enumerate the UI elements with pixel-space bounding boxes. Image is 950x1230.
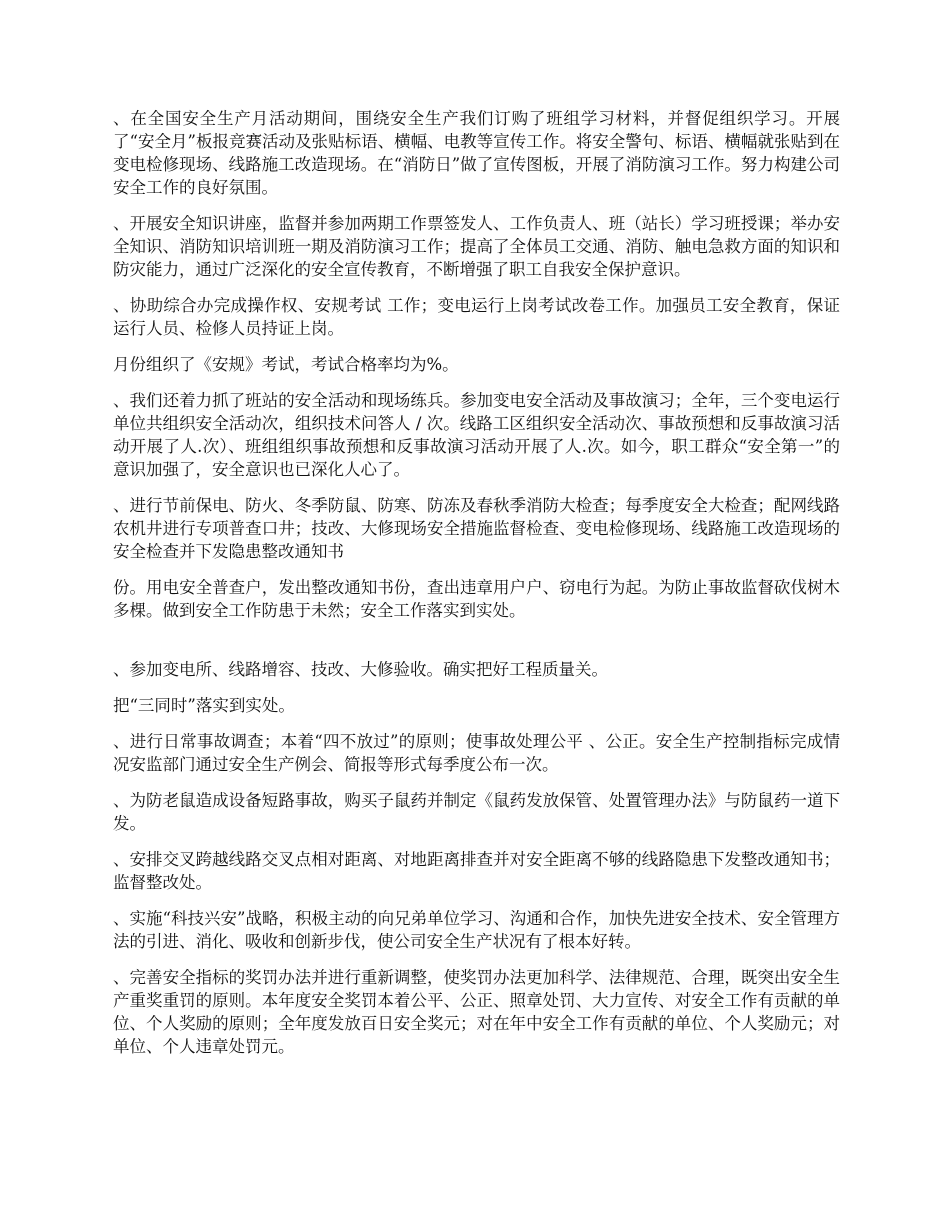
paragraph-crossing-lines: 、安排交叉跨越线路交叉点相对距离、对地距离排查并对安全距离不够的线路隐患下发整改通知书；监督整改处。 (113, 850, 840, 892)
paragraph-exam-assist: 、协助综合办完成操作权、安规考试 工作；变电运行上岗考试改卷工作。加强员工安全教育，保证运行人员、检修人员持证上岗。 (113, 296, 840, 338)
paragraph-accident-investigation: 、进行日常事故调查；本着“四不放过”的原则；使事故处理公平 、公正。安全生产控制指标完成情况安监部门通过安全生产例会、简报等形式每季度公布一次。 (113, 732, 840, 774)
paragraph-acceptance: 、参加变电所、线路增容、技改、大修验收。确实把好工程质量关。 (113, 660, 608, 679)
paragraph-technology-strategy: 、实施“科技兴安”战略，积极主动的向兄弟单位学习、沟通和合作，加快先进安全技术、安全管理方法的引进、消化、吸收和创新步伐，使公司安全生产状况有了根本好转。 (113, 909, 840, 951)
document-body (113, 107, 840, 1071)
paragraph-three-simultaneous: 把“三同时”落实到实处。 (113, 696, 295, 715)
paragraph-inspections: 、进行节前保电、防火、冬季防鼠、防寒、防冻及春秋季消防大检查；每季度安全大检查；配网线路农机井进行专项普查口井；技改、大修现场安全措施监督检查、变电检修现场、线路施工改造现场的安全检查并下发隐患整改通知书 (113, 496, 840, 561)
paragraph-safety-month: 、在全国安全生产月活动期间，围绕安全生产我们订购了班组学习材料，并督促组织学习。开展了“安全月”板报竞赛活动及张贴标语、横幅、电教等宣传工作。将安全警句、标语、横幅就张贴到在变电检修现场、线路施工改造现场。在“消防日”做了宣传图板，开展了消防演习工作。努力构建公司安全工作的良好氛围。 (113, 109, 840, 197)
paragraph-safety-lectures: 、开展安全知识讲座，监督并参加两期工作票签发人、工作负责人、班（站长）学习班授课；举办安全知识、消防知识培训班一期及消防演习工作；提高了全体员工交通、消防、触电急救方面的知识和防灾能力，通过广泛深化的安全宣传教育，不断增强了职工自我安全保护意识。 (113, 214, 840, 279)
paragraph-electricity-survey: 份。用电安全普查户，发出整改通知书份，查出违章用户户、窃电行为起。为防止事故监督砍伐树木多棵。做到安全工作防患于未然；安全工作落实到实处。 (113, 578, 840, 620)
paragraph-exam-result: 月份组织了《安规》考试，考试合格率均为%。 (113, 355, 459, 374)
paragraph-rewards-penalties: 、完善安全指标的奖罚办法并进行重新调整，使奖罚办法更加科学、法律规范、合理，既突出安全生产重奖重罚的原则。本年度安全奖罚本着公平、公正、照章处罚、大力宣传、对安全工作有贡献的单位、个人奖励的原则；全年度发放百日安全奖元；对在年中安全工作有贡献的单位、个人奖励元；对单位、个人违章处罚元。 (113, 968, 840, 1056)
paragraph-safety-drills: 、我们还着力抓了班站的安全活动和现场练兵。参加变电安全活动及事故演习；全年，三个变电运行单位共组织安全活动次，组织技术问答人 / 次。线路工区组织安全活动次、事故预想和反事故演习活动开展了人.次）、班组组织事故预想和反事故演习活动开展了人.次。如今，职工群众“安全第一”的意识加强了，安全意识也已深化人心了。 (113, 391, 840, 479)
paragraph-rodent-control: 、为防老鼠造成设备短路事故，购买子鼠药并制定《鼠药发放保管、处置管理办法》与防鼠药一道下发。 (113, 791, 840, 833)
